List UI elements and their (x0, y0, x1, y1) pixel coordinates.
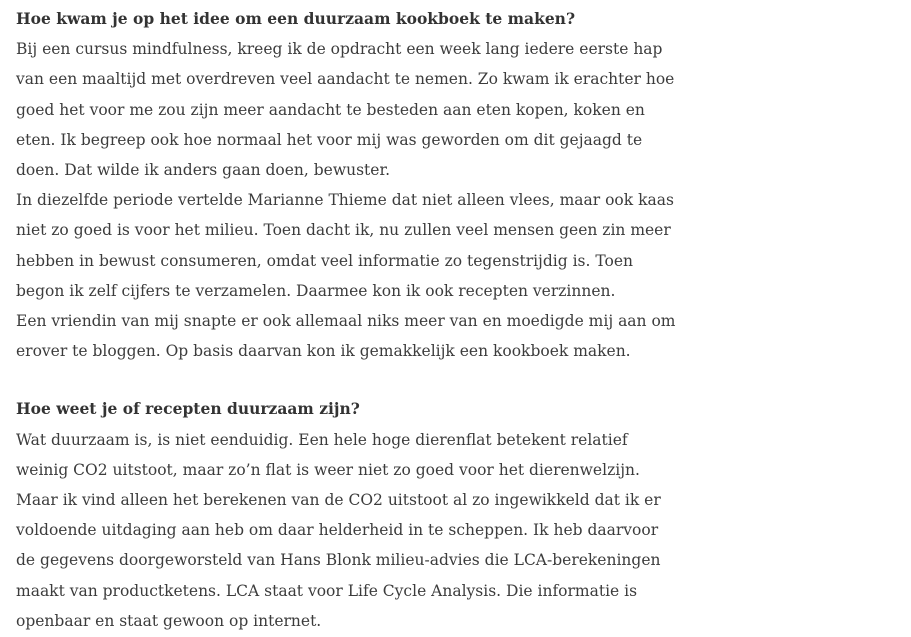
answer-line: begon ik zelf cijfers te verzamelen. Daarmee kon ik ook recepten verzinnen. (16, 281, 616, 300)
answer-line: Maar ik vind alleen het berekenen van de CO2 uitstoot al zo ingewikkeld dat ik er (16, 491, 661, 510)
answer-line: erover te bloggen. Op basis daarvan kon ik gemakkelijk een kookboek maken. (16, 342, 631, 361)
answer-line: doen. Dat wilde ik anders gaan doen, bewuster. (16, 161, 391, 180)
answer-line: Wat duurzaam is, is niet eenduidig. Een hele hoge dierenflat betekent relatief (16, 430, 628, 449)
answer-line: van een maaltijd met overdreven veel aandacht te nemen. Zo kwam ik erachter hoe (16, 70, 675, 89)
answer-line: voldoende uitdaging aan heb om daar helderheid in te scheppen. Ik heb daarvoor (16, 521, 659, 540)
answer-line: weinig CO2 uitstoot, maar zo’n flat is weer niet zo goed voor het dierenwelzijn. (16, 460, 640, 479)
question-heading: Hoe kwam je op het idee om een duurzaam kookboek te maken? (16, 9, 576, 28)
answer-line: niet zo goed is voor het milieu. Toen dacht ik, nu zullen veel mensen geen zin meer (16, 221, 671, 240)
answer-line: In diezelfde periode vertelde Marianne Thieme dat niet alleen vlees, maar ook kaas (16, 191, 674, 210)
answer-line: eten. Ik begreep ook hoe normaal het voor mij was geworden om dit gejaagd te (16, 130, 643, 149)
article-body (16, 4, 676, 636)
interview-section-1 (16, 4, 676, 366)
answer-line: Bij een cursus mindfulness, kreeg ik de opdracht een week lang iedere eerste hap (16, 40, 663, 59)
answer-line: goed het voor me zou zijn meer aandacht te besteden aan eten kopen, koken en (16, 100, 645, 119)
answer-line: hebben in bewust consumeren, omdat veel informatie zo tegenstrijdig is. Toen (16, 251, 633, 270)
answer-line: de gegevens doorgeworsteld van Hans Blonk milieu-advies die LCA-berekeningen (16, 551, 661, 570)
answer-line: openbaar en staat gewoon op internet. (16, 611, 322, 630)
question-heading: Hoe weet je of recepten duurzaam zijn? (16, 399, 360, 419)
interview-section-2 (16, 394, 661, 636)
answer-line: Een vriendin van mij snapte er ook allemaal niks meer van en moedigde mij aan om (16, 312, 676, 331)
answer-line: maakt van productketens. LCA staat voor Life Cycle Analysis. Die informatie is (16, 581, 638, 600)
